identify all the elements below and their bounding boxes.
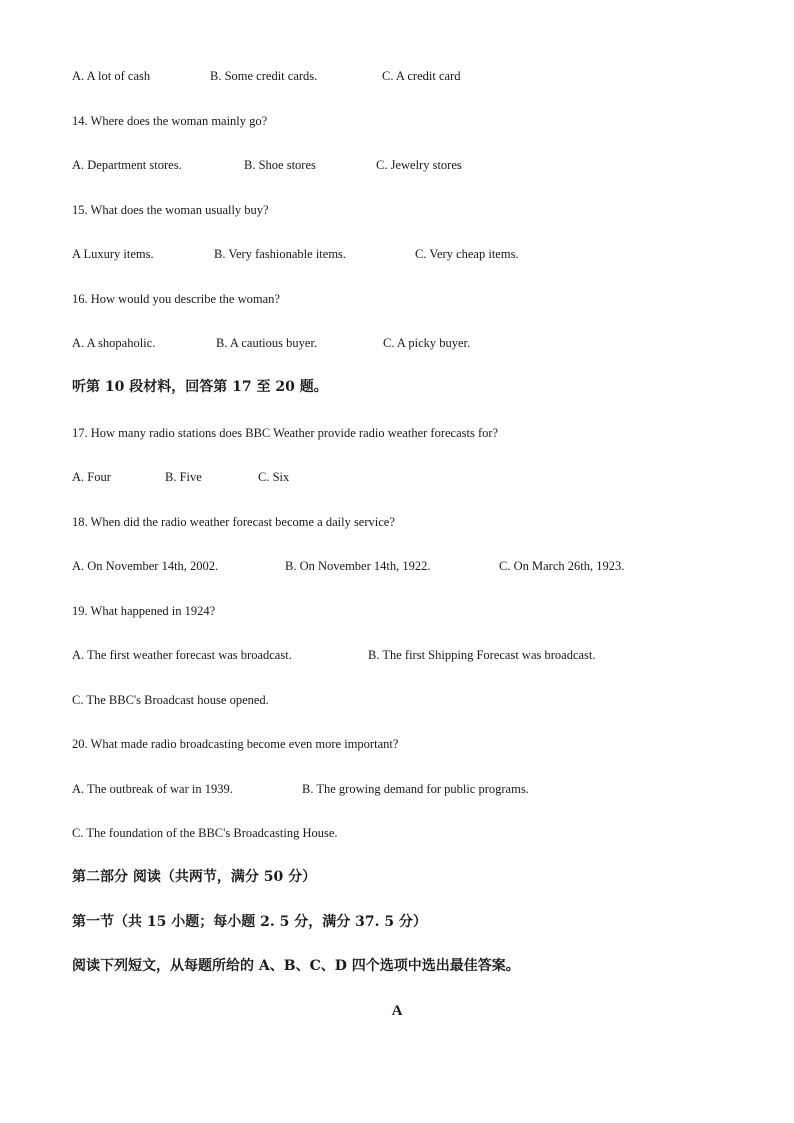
q20-option-b: B. The growing demand for public programs. bbox=[302, 782, 529, 796]
q19-question: 19. What happened in 1924? bbox=[72, 604, 216, 618]
q17-question: 17. How many radio stations does BBC Weather provide radio weather forecasts for? bbox=[72, 426, 499, 440]
q19-option-c: C. The BBC's Broadcast house opened. bbox=[72, 693, 269, 707]
q16-question: 16. How would you describe the woman? bbox=[72, 292, 280, 306]
q17-option-c: C. Six bbox=[258, 470, 290, 484]
q14-option-c: C. Jewelry stores bbox=[376, 158, 462, 172]
q19-option-b: B. The first Shipping Forecast was broadcast. bbox=[368, 648, 596, 662]
q17-option-a: A. Four bbox=[72, 470, 111, 484]
q18-option-b: B. On November 14th, 1922. bbox=[285, 559, 431, 573]
q13-option-a: A. A lot of cash bbox=[72, 69, 151, 83]
q18-question: 18. When did the radio weather forecast become a daily service? bbox=[72, 515, 395, 529]
q14-option-a: A. Department stores. bbox=[72, 158, 182, 172]
section-10-heading: 听第 10 段材料，回答第 17 至 20 题。 bbox=[72, 379, 328, 395]
q18-option-c: C. On March 26th, 1923. bbox=[499, 559, 625, 573]
q15-option-a: A Luxury items. bbox=[72, 247, 154, 261]
q13-option-b: B. Some credit cards. bbox=[210, 69, 318, 83]
q16-option-a: A. A shopaholic. bbox=[72, 336, 156, 350]
q15-option-b: B. Very fashionable items. bbox=[214, 247, 347, 261]
q20-question: 20. What made radio broadcasting become even more important? bbox=[72, 737, 399, 751]
q19-option-a: A. The first weather forecast was broadcast. bbox=[72, 648, 292, 662]
q20-option-c: C. The foundation of the BBC's Broadcasting House. bbox=[72, 826, 338, 840]
section1-title: 第一节（共 15 小题；每小题 2. 5 分，满分 37. 5 分） bbox=[72, 914, 427, 930]
q16-option-c: C. A picky buyer. bbox=[383, 336, 471, 350]
q15-option-c: C. Very cheap items. bbox=[415, 247, 519, 261]
q14-question: 14. Where does the woman mainly go? bbox=[72, 114, 268, 128]
q15-question: 15. What does the woman usually buy? bbox=[72, 203, 269, 217]
q14-option-b: B. Shoe stores bbox=[244, 158, 316, 172]
q13-option-c: C. A credit card bbox=[382, 69, 461, 83]
reading-instruction: 阅读下列短文，从每题所给的 A、B、C、D 四个选项中选出最佳答案。 bbox=[72, 958, 520, 974]
part2-title: 第二部分 阅读（共两节，满分 50 分） bbox=[72, 869, 317, 885]
q16-option-b: B. A cautious buyer. bbox=[216, 336, 318, 350]
q20-option-a: A. The outbreak of war in 1939. bbox=[72, 782, 233, 796]
passage-label: A bbox=[391, 1003, 403, 1019]
q17-option-b: B. Five bbox=[165, 470, 202, 484]
q18-option-a: A. On November 14th, 2002. bbox=[72, 559, 219, 573]
